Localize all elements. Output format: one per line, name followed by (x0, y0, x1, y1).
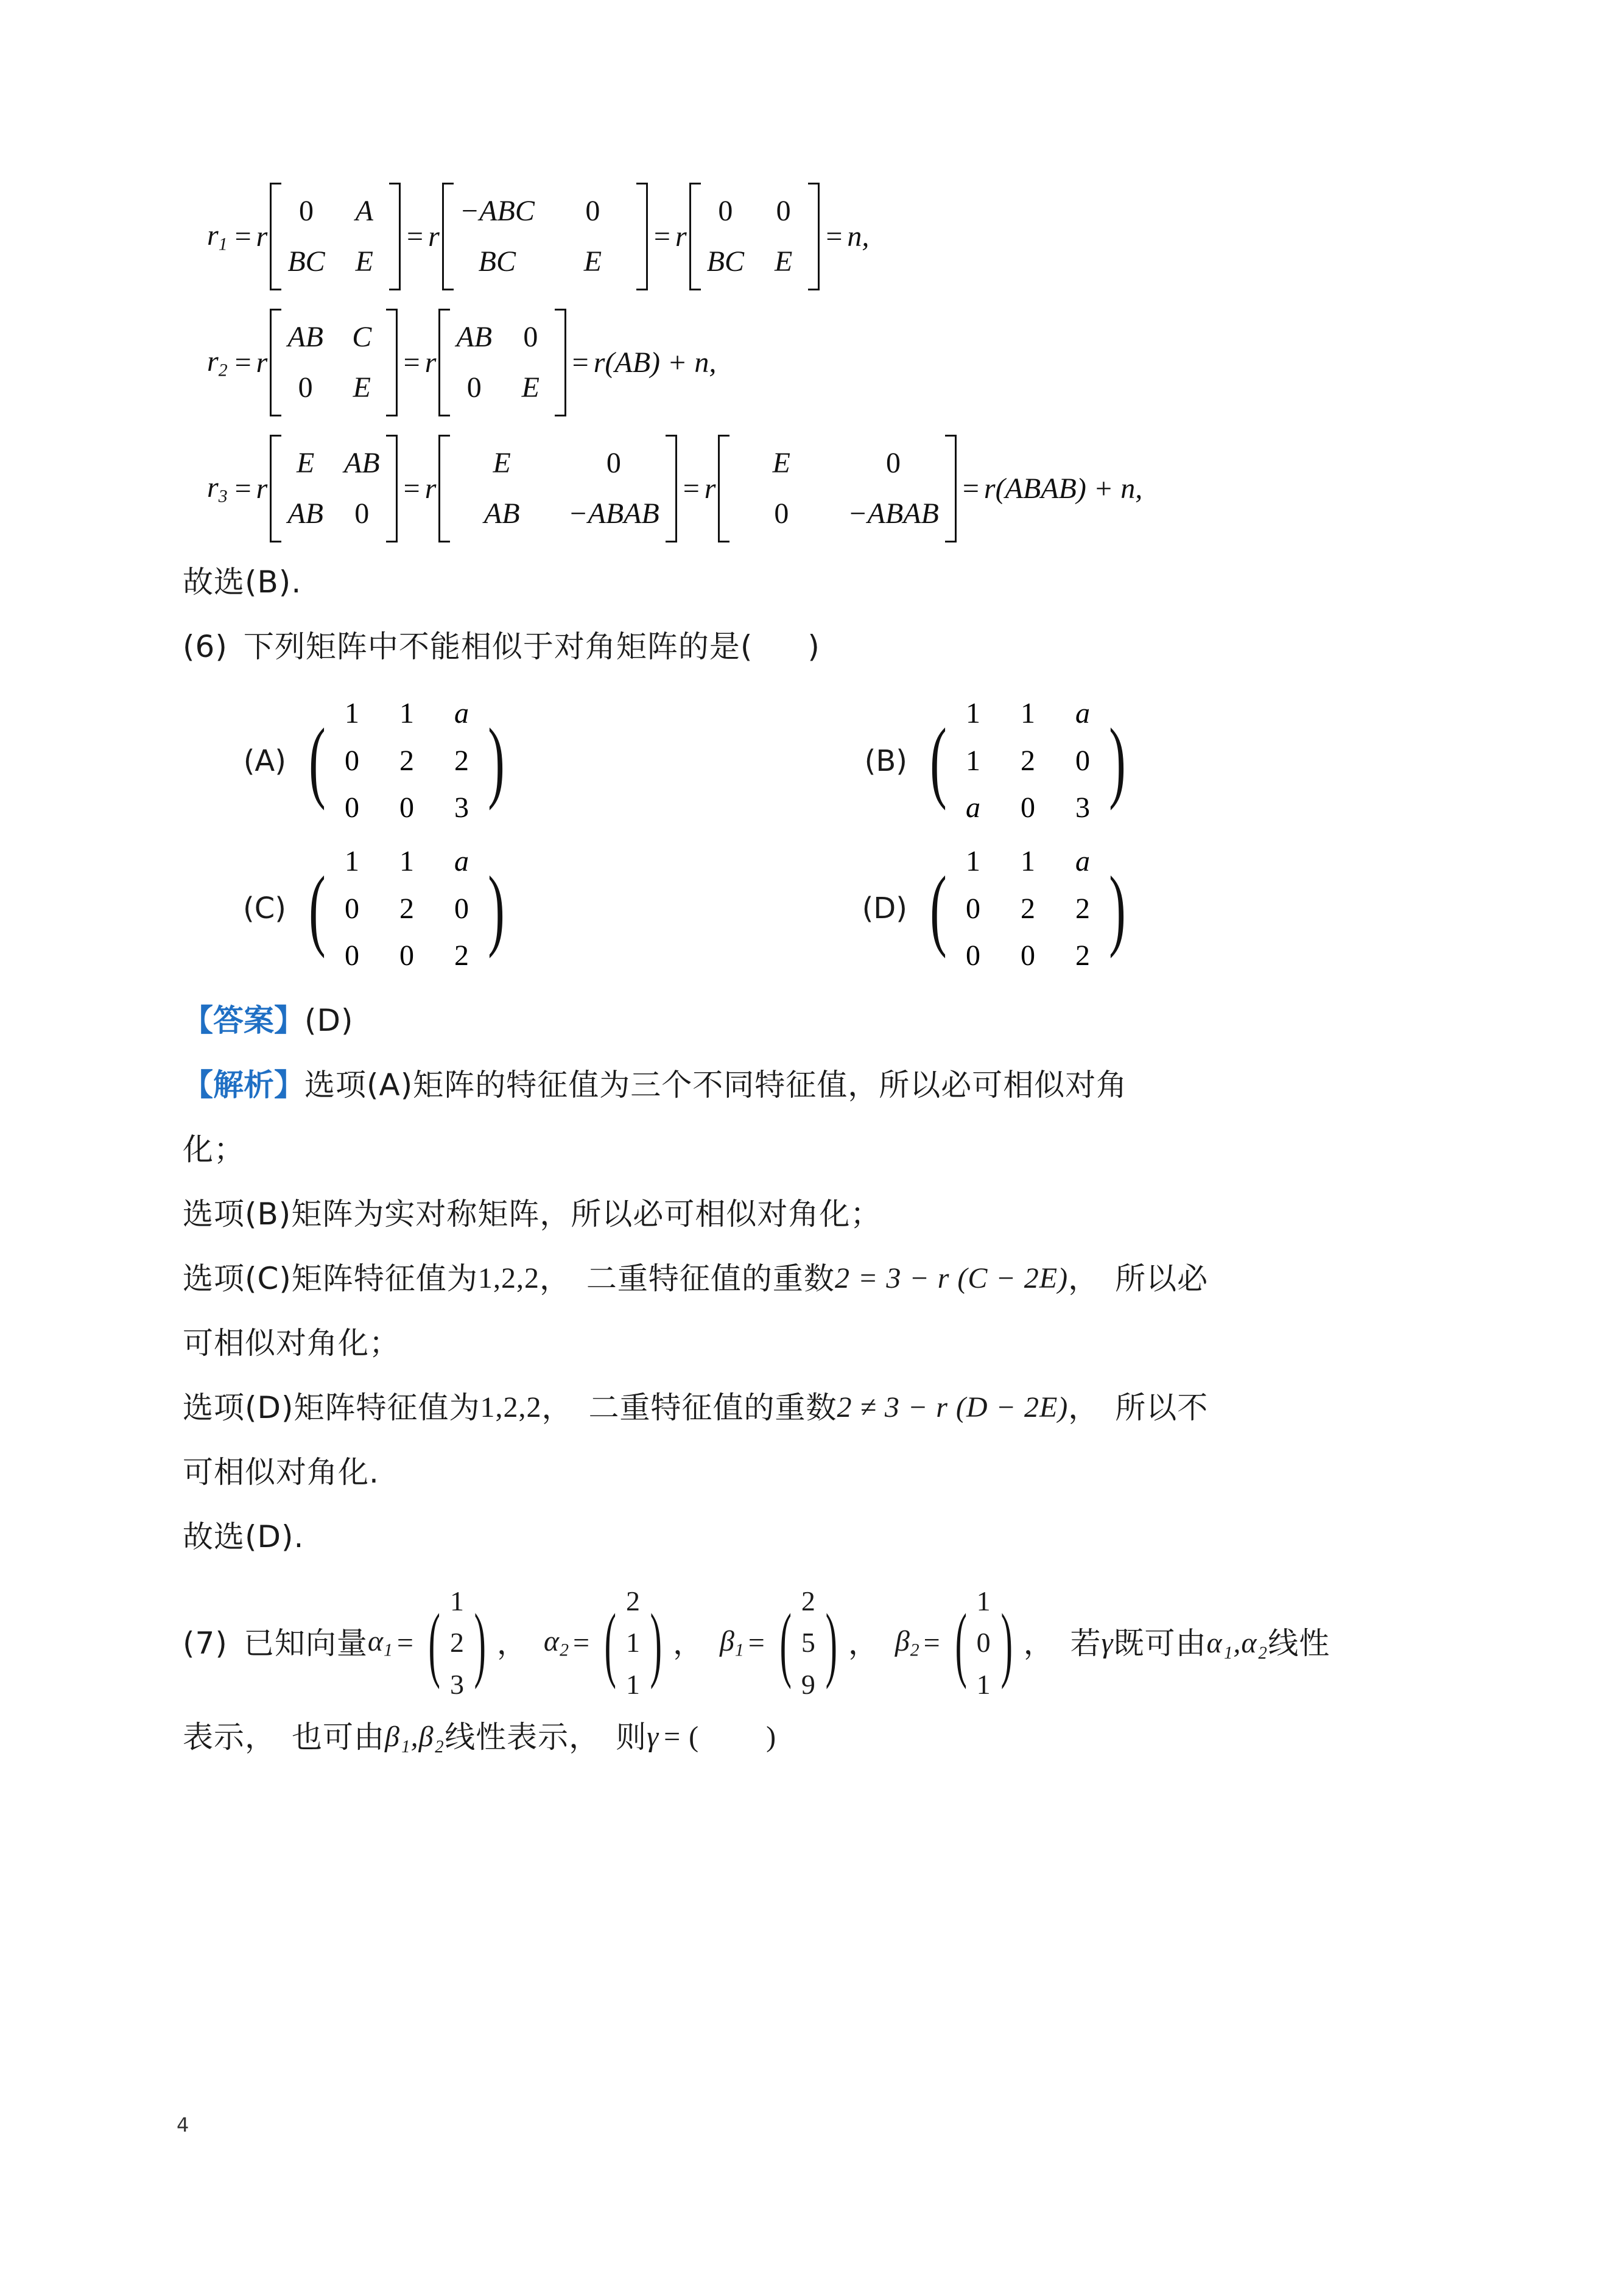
matrix-cell: 2 (1075, 892, 1090, 925)
question-6-stem (183, 628, 1461, 665)
equation-r1 (183, 183, 1461, 290)
analysis-text-4-mid: ， 二重特征值的重数 (539, 1260, 835, 1296)
matrix-cell: 0 (344, 892, 359, 925)
paren-left: ( (930, 857, 947, 959)
matrix-row (707, 186, 803, 237)
analysis-text-1: 选项(A)矩阵的特征值为三个不同特征值，所以必可相似对角 (304, 1067, 1128, 1103)
matrix-cell: 0 (965, 892, 980, 925)
matrix-cell: 2 (454, 744, 469, 777)
matrix-cell: E (772, 447, 790, 480)
matrix-cell: 1 (344, 697, 359, 730)
matrix-cell: 0 (399, 939, 414, 972)
matrix-cell: E (774, 245, 793, 278)
matrix-row (287, 363, 379, 413)
block-matrix (689, 183, 820, 290)
option-a-matrix (302, 692, 511, 829)
analysis-text-3: 选项(B)矩阵为实对称矩阵，所以必可相似对角化； (183, 1196, 882, 1232)
paren-right: ) (1109, 710, 1126, 812)
answer-value: (D) (304, 1002, 354, 1038)
analysis-text-6-mid: ， 二重特征值的重数 (541, 1389, 837, 1425)
matrix-cell: 0 (606, 447, 621, 480)
matrix-cell: a (1075, 697, 1090, 730)
matrix-cells (701, 183, 809, 290)
paren-left: ( (604, 1596, 617, 1690)
analysis-text-6-post: ， 所以不 (1068, 1389, 1209, 1425)
matrix-cell: BC (478, 245, 516, 278)
matrix-cell: BC (706, 245, 744, 278)
matrix-row (287, 237, 383, 287)
analysis-text-4-post: ， 所以必 (1068, 1260, 1209, 1296)
page-content (183, 183, 1461, 1771)
matrix-cells (954, 692, 1102, 829)
question-7-number: (7) (183, 1625, 228, 1661)
vector-cell: 1 (976, 1668, 991, 1700)
bracket-right (389, 183, 401, 290)
paren-right: ) (488, 710, 505, 812)
matrix-cells (729, 435, 944, 542)
vector-alpha2 (596, 1582, 670, 1704)
paren-right: ) (1109, 857, 1126, 959)
matrix-cell: BC (287, 245, 325, 278)
block-matrix (718, 435, 956, 542)
option-b[interactable] (840, 692, 1461, 829)
matrix-cell: 1 (399, 697, 414, 730)
matrix-cell: C (352, 321, 372, 354)
matrix-cell: A (355, 195, 373, 227)
matrix-cell: E (493, 447, 511, 480)
matrix-cell: 0 (965, 939, 980, 972)
matrix-cell: E (521, 371, 540, 404)
option-c-matrix (302, 840, 511, 977)
matrix-cell: 0 (718, 195, 733, 227)
matrix-cell: 1 (1020, 697, 1035, 730)
options-row-cd (183, 840, 1461, 977)
matrix-cell: 0 (585, 195, 600, 227)
matrix-cell: AB (456, 321, 493, 354)
question-7-line2-b: 线性表示， 则 (445, 1719, 647, 1755)
analysis-line-5 (183, 1324, 1461, 1362)
question-7-equals-open: = ( (664, 1721, 700, 1754)
matrix-cell: AB (287, 321, 323, 354)
equals-sign: = (748, 1626, 765, 1659)
option-b-matrix (923, 692, 1133, 829)
equals-sign: = (573, 1626, 591, 1659)
matrix-cell: 1 (965, 845, 980, 878)
option-c-label: (C) (243, 891, 286, 926)
block-matrix (270, 435, 397, 542)
matrix-cell: 0 (1020, 939, 1035, 972)
matrix-cells (281, 183, 389, 290)
matrix-row (736, 438, 938, 489)
question-7-line-1 (183, 1582, 1461, 1704)
bracket-left (270, 435, 281, 542)
matrix-cell: 2 (1075, 939, 1090, 972)
matrix-cells (332, 692, 481, 829)
equals-sign: = (683, 472, 700, 505)
bracket-right (386, 435, 398, 542)
vector-cell: 1 (449, 1585, 465, 1617)
vector-cell: 3 (449, 1668, 465, 1700)
matrix-cell: a (454, 697, 469, 730)
matrix-cell: 0 (344, 792, 359, 824)
matrix-cells (450, 309, 554, 416)
vector-cells (975, 1582, 993, 1704)
matrix-row (736, 489, 938, 539)
matrix-cell: a (965, 792, 980, 824)
matrix-cell: 0 (354, 497, 370, 530)
vector-cell: 1 (626, 1627, 641, 1659)
rank-function: r (256, 472, 268, 505)
equation-result: n, (847, 220, 870, 253)
matrix-cell: 0 (344, 939, 359, 972)
matrix-row (287, 489, 379, 539)
block-matrix (270, 183, 401, 290)
matrix-row (287, 438, 379, 489)
question-7-stem-pre: 已知向量 (243, 1625, 368, 1661)
matrix-cell: E (583, 245, 602, 278)
equals-sign: = (234, 346, 251, 379)
matrix-cell: E (353, 371, 371, 404)
question-6-number: (6) (183, 629, 228, 665)
question-6-paren-close: ) (807, 629, 820, 665)
matrix-cell: 2 (399, 892, 414, 925)
matrix-cell: AB (287, 497, 323, 530)
eigenvalues-c: 1,2,2 (477, 1262, 540, 1294)
equation-lead: $r_2$ (207, 345, 228, 381)
comma: ， (496, 1625, 528, 1661)
equals-sign: = (234, 220, 251, 253)
matrix-row (707, 237, 803, 287)
paren-left: ( (309, 857, 326, 959)
paren-left: ( (930, 710, 947, 812)
bracket-left (718, 435, 729, 542)
option-d-label: (D) (862, 891, 907, 926)
paren-left: ( (428, 1596, 441, 1690)
answer-line (183, 1002, 1461, 1039)
matrix-row (460, 237, 630, 287)
page-number: 4 (177, 2113, 189, 2136)
block-matrix (270, 309, 397, 416)
vector-cell: 5 (801, 1627, 816, 1659)
analysis-conclusion-text: 故选(D). (183, 1518, 304, 1554)
matrix-cell: 1 (965, 697, 980, 730)
vector-cell: 2 (449, 1627, 465, 1659)
matrix-cells (281, 309, 385, 416)
gamma-symbol: γ (1101, 1626, 1114, 1659)
bracket-right (666, 435, 677, 542)
paren-right: ) (1000, 1596, 1013, 1690)
option-d[interactable] (840, 840, 1461, 977)
bracket-left (270, 183, 281, 290)
matrix-cells (450, 435, 665, 542)
matrix-cell: 0 (776, 195, 791, 227)
paren-right: ) (825, 1596, 838, 1690)
block-matrix (438, 309, 566, 416)
rank-function: r (256, 220, 268, 253)
vector-alpha1 (420, 1582, 494, 1704)
vector-alpha2-label: $\alpha_2$ (543, 1625, 569, 1660)
bracket-left (442, 183, 454, 290)
analysis-tag: 【解析】 (183, 1067, 304, 1103)
matrix-cell: AB (483, 497, 520, 530)
bracket-right (636, 183, 648, 290)
matrix-cell: E (355, 245, 373, 278)
question-7-tail-c: 线性 (1268, 1625, 1330, 1661)
question-7-tail-a: 若 (1070, 1625, 1102, 1661)
matrix-cell: 1 (1020, 845, 1035, 878)
bracket-right (386, 309, 398, 416)
matrix-cell: 0 (299, 195, 314, 227)
matrix-cells (332, 840, 481, 977)
matrix-cell: 2 (454, 939, 469, 972)
equation-result: r(AB) + n, (593, 346, 717, 379)
matrix-cell: 1 (344, 845, 359, 878)
matrix-cell: 0 (523, 321, 538, 354)
equals-sign: = (396, 1626, 414, 1659)
matrix-cell: −ABAB (848, 497, 939, 530)
analysis-line-2 (183, 1131, 1461, 1168)
bracket-left (689, 183, 701, 290)
analysis-text-5: 可相似对角化； (183, 1325, 400, 1361)
question-7-line2-a: 表示， 也可由 (183, 1719, 385, 1755)
matrix-cell: 0 (885, 447, 901, 480)
matrix-cell: 2 (399, 744, 414, 777)
vector-cell: 2 (626, 1585, 641, 1617)
paren-left: ( (779, 1596, 792, 1690)
matrix-cell: AB (343, 447, 380, 480)
bracket-left (438, 435, 450, 542)
equals-sign: = (403, 472, 420, 505)
vector-cell: 2 (801, 1585, 816, 1617)
bracket-right (945, 435, 957, 542)
analysis-line-4 (183, 1260, 1461, 1297)
vector-beta2 (947, 1582, 1021, 1704)
analysis-text-7: 可相似对角化. (183, 1454, 379, 1490)
bracket-left (270, 309, 281, 416)
matrix-row (287, 186, 383, 237)
paren-left: ( (955, 1596, 968, 1690)
bracket-left (438, 309, 450, 416)
vector-beta2-label: $\beta_2$ (895, 1625, 920, 1660)
options-row-ab (183, 692, 1461, 829)
matrix-cells (954, 840, 1102, 977)
vector-cell: 9 (801, 1668, 816, 1700)
paren-right: ) (650, 1596, 663, 1690)
rank-function: r (428, 220, 440, 253)
matrix-cell: −ABAB (568, 497, 659, 530)
formula-c: 2 = 3 − r (C − 2E) (834, 1262, 1069, 1294)
equation-r2 (183, 309, 1461, 416)
alphas-symbol: α₁,α₂ (1206, 1626, 1268, 1659)
option-a-label: (A) (243, 743, 286, 778)
bracket-right (808, 183, 820, 290)
equals-sign: = (403, 346, 420, 379)
analysis-line-1 (183, 1066, 1461, 1104)
question-7-tail-b: 既可由 (1113, 1625, 1207, 1661)
matrix-cells (281, 435, 385, 542)
matrix-cell: E (296, 447, 315, 480)
matrix-cell: 1 (399, 845, 414, 878)
paren-right: ) (488, 857, 505, 959)
analysis-conclusion (183, 1518, 1461, 1556)
matrix-cell: 3 (1075, 792, 1090, 824)
matrix-cell: a (1075, 845, 1090, 878)
matrix-cell: 0 (298, 371, 313, 404)
analysis-line-6 (183, 1389, 1461, 1427)
vector-cells (625, 1582, 642, 1704)
equals-sign: = (407, 220, 424, 253)
answer-tag: 【答案】 (183, 1002, 304, 1038)
matrix-cell: −ABC (459, 195, 535, 227)
question-7-line-2 (183, 1719, 1461, 1755)
paren-left: ( (309, 710, 326, 812)
matrix-row (287, 312, 379, 363)
matrix-cell: 0 (344, 744, 359, 777)
formula-d: 2 ≠ 3 − r (D − 2E) (837, 1391, 1069, 1424)
question-6-text: 下列矩阵中不能相似于对角矩阵的是( (243, 629, 753, 665)
matrix-row (456, 312, 548, 363)
analysis-text-4-pre: 选项(C)矩阵特征值为 (183, 1260, 478, 1296)
vector-alpha1-label: $\alpha_1$ (367, 1625, 393, 1660)
equation-r3 (183, 435, 1461, 542)
rank-function: r (424, 346, 437, 379)
equals-sign: = (962, 472, 979, 505)
eigenvalues-d: 1,2,2 (480, 1391, 542, 1424)
matrix-row (456, 438, 659, 489)
matrix-row (456, 363, 548, 413)
matrix-cell: 0 (1075, 744, 1090, 777)
matrix-row (460, 186, 630, 237)
rank-function: r (704, 472, 716, 505)
equals-sign: = (653, 220, 670, 253)
equals-sign: = (923, 1626, 941, 1659)
matrix-cell: 0 (1020, 792, 1035, 824)
option-a[interactable] (219, 692, 840, 829)
vector-beta1-label: $\beta_1$ (720, 1625, 745, 1660)
conclusion-b-text: 故选(B). (183, 564, 302, 600)
equation-lead: $r_1$ (207, 219, 228, 255)
comma: ， (848, 1625, 879, 1661)
conclusion-b (183, 563, 1461, 601)
equals-sign: = (572, 346, 589, 379)
matrix-cell: 0 (454, 892, 469, 925)
matrix-cell: 1 (965, 744, 980, 777)
matrix-cell: a (454, 845, 469, 878)
vector-beta1 (772, 1582, 846, 1704)
matrix-cell: 0 (466, 371, 482, 404)
block-matrix (438, 435, 677, 542)
matrix-cell: 0 (774, 497, 789, 530)
equals-sign: = (826, 220, 843, 253)
matrix-row (456, 489, 659, 539)
vector-cells (800, 1582, 817, 1704)
vector-cell: 0 (976, 1627, 991, 1659)
analysis-line-7 (183, 1453, 1461, 1491)
paren-right: ) (474, 1596, 487, 1690)
vector-cell: 1 (626, 1668, 641, 1700)
vector-cell: 1 (976, 1585, 991, 1617)
matrix-cell: 2 (1020, 892, 1035, 925)
matrix-cell: 2 (1020, 744, 1035, 777)
equation-lead: $r_3$ (207, 471, 228, 507)
option-d-matrix (923, 840, 1133, 977)
analysis-text-2: 化； (183, 1131, 245, 1167)
matrix-cell: 3 (454, 792, 469, 824)
matrix-cells (454, 183, 636, 290)
analysis-line-3 (183, 1195, 1461, 1233)
comma: ， (673, 1625, 705, 1661)
rank-function: r (424, 472, 437, 505)
block-matrix (442, 183, 648, 290)
matrix-cell: 0 (399, 792, 414, 824)
equals-sign: = (234, 472, 251, 505)
comma: ， (1023, 1625, 1055, 1661)
gamma-symbol: γ (647, 1721, 659, 1754)
rank-function: r (675, 220, 687, 253)
question-7-paren-close: ) (766, 1721, 777, 1754)
equation-result: r(ABAB) + n, (983, 472, 1143, 505)
rank-function: r (256, 346, 268, 379)
bracket-right (555, 309, 566, 416)
vector-cells (449, 1582, 466, 1704)
analysis-text-6-pre: 选项(D)矩阵特征值为 (183, 1389, 480, 1425)
betas-symbol: β₁,β₂ (385, 1721, 445, 1754)
option-c[interactable] (219, 840, 840, 977)
option-b-label: (B) (864, 743, 907, 778)
